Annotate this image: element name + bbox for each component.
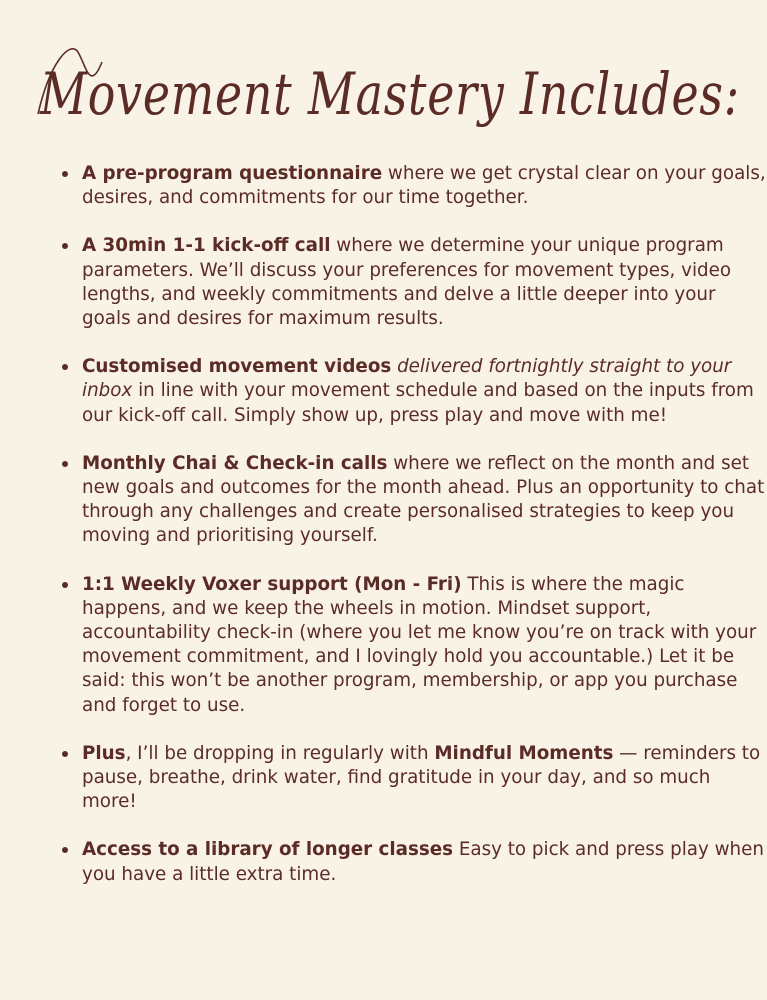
list-item (82, 573, 767, 718)
bullet-icon (62, 364, 68, 370)
item-text: Easy to pick and press play when you have a little extra time. (82, 839, 764, 885)
list-item (82, 838, 767, 886)
list-item (82, 355, 767, 428)
item-text: in line with your movement schedule and based on the inputs from our kick-off call. Simply show up, press play and move with me! (82, 380, 754, 426)
bullet-icon (62, 243, 68, 249)
item-heading: Access to a library of longer classes (82, 839, 454, 861)
includes-list (56, 162, 767, 911)
bullet-icon (62, 461, 68, 467)
item-text: where we get crystal clear on your goals, desires, and commitments for our time together. (82, 163, 766, 209)
bullet-icon (62, 171, 68, 177)
script-title-graphic (30, 22, 750, 152)
page-title (30, 22, 750, 152)
item-heading-secondary: Mindful Moments (434, 742, 614, 764)
item-heading: 1:1 Weekly Voxer support (Mon - Fri) (82, 573, 462, 595)
bullet-icon (62, 582, 68, 588)
item-text: , I’ll be dropping in regularly with (125, 742, 435, 764)
item-text-secondary: — reminders to pause, breathe, drink water, find gratitude in your day, and so much more! (82, 742, 761, 813)
item-text: where we reflect on the month and set new goals and outcomes for the month ahead. Plus an opportunity to chat through any challenges and create personalised strategies to keep you moving and prioritising yourself. (82, 452, 765, 547)
list-item (82, 742, 767, 815)
bullet-icon (62, 847, 68, 853)
item-heading: A 30min 1-1 kick-off call (82, 235, 331, 257)
item-text: This is where the magic happens, and we keep the wheels in motion. Mindset support, accountability check-in (where you let me know you’re on track with your movement commitment, and I lovingly hold you accountable.) Let it be said: this won’t be another program, membership, or app you purchase and forget to use. (82, 573, 757, 716)
item-heading: Customised movement videos (82, 356, 392, 378)
list-item (82, 162, 767, 210)
list-item (82, 452, 767, 549)
item-italic-text: delivered fortnightly straight to your inbox (82, 356, 732, 402)
title-text: Movement Mastery Includes: (39, 60, 740, 128)
bullet-icon (62, 751, 68, 757)
item-text: where we determine your unique program parameters. We’ll discuss your preferences for movement types, video lengths, and weekly commitments and delve a little deeper into your goals and desires for maximum results. (82, 235, 732, 330)
item-heading: A pre-program questionnaire (82, 163, 383, 184)
item-heading: Monthly Chai & Check-in calls (82, 452, 388, 474)
list-item (82, 234, 767, 331)
item-heading: Plus (82, 742, 126, 764)
